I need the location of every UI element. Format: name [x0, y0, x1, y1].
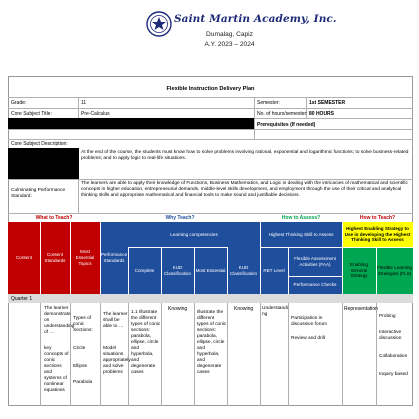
cell-topic-2: Ellipse	[73, 364, 88, 369]
core-title-value: Pre-Calculus	[81, 111, 110, 117]
col-rbt-level: RBT Level	[263, 267, 285, 273]
cell-topic-0: Types of conic Sections:	[73, 316, 93, 333]
col-most-essential-lc: Most Essential	[195, 267, 226, 273]
plan-title: Flexible Instruction Delivery Plan	[166, 86, 255, 92]
cell-performance-0: The learner shall be able to …	[103, 312, 128, 329]
cell-faa-1: Review and drill	[291, 336, 325, 341]
col-content-standards: Content Standards	[44, 252, 66, 263]
col-kud-1: KUD Classification	[163, 264, 192, 276]
col-kud-2: KUD Classification	[229, 264, 258, 276]
cell-kud-1: Knowing	[168, 306, 188, 312]
description-label: Core Subject Description:	[11, 141, 68, 147]
col-enabling-general: Enabling General Strategy	[350, 261, 368, 279]
school-place: Dumalag, Capiz	[206, 31, 253, 38]
cps-label: Culminating Performance Standard:	[11, 188, 66, 199]
col-content: Content	[15, 255, 33, 261]
cell-complete: 1.1 Illustrate the different types of conic sections: parabola, ellipse, circle and hyperbola, and degenerate cases	[131, 310, 161, 375]
col-performance-checks: Performance Checks	[293, 282, 337, 288]
redacted-block	[8, 118, 254, 129]
cell-topic-1: Circle	[73, 346, 86, 351]
school-name: Saint Martin Academy, Inc.	[174, 13, 337, 25]
col-complete: Complete	[134, 267, 155, 273]
cell-faa-0: Participation in discussion forum	[291, 316, 327, 327]
how-to-assess: How to Assess?	[281, 215, 321, 221]
hours-value: 80 HOURS	[309, 111, 335, 117]
grade-label: Grade:	[11, 100, 27, 106]
prerequisites-label: Prerequisites (If needed)	[257, 122, 316, 128]
col-learning-competencies: Learning competencies	[170, 231, 218, 237]
how-to-teach: How to Teach?	[359, 215, 396, 221]
cell-content-standard-a: The learner demonstrate on understanding of …	[44, 306, 75, 335]
cell-most-essential: Illustrate the different types of conic sections: parabola, ellipse, circle and hyperbola, and degenerate cases	[197, 310, 227, 375]
cell-fls-0: Probing	[379, 314, 396, 319]
why-teach: Why Teach?	[165, 215, 195, 221]
description-value: At the end of the course, the students must know how to solve problems involving rational, exponential and logarithmic functions; to solve business-related problems; and to apply logic to real-life situations.	[81, 150, 409, 161]
grade-value: 11	[81, 100, 87, 106]
hours-label: No. of hours/semester:	[257, 111, 308, 117]
cell-fls-1: Interactive discussion	[379, 330, 402, 341]
col-flexible-assessment: Flexible Assessment Activities (FAA)	[294, 255, 336, 267]
quarter-row	[8, 294, 413, 303]
academic-year: A.Y. 2023 – 2024	[204, 41, 255, 48]
col-highest-thinking: Highest Thinking Skill to Assess	[268, 231, 334, 237]
cell-performance-1: Model situations appropriately and solve problems	[103, 346, 131, 375]
redacted-block	[8, 148, 79, 179]
col-highest-enabling: Highest Enabling Strategy to Use in developing the Highest Thinking Skill to Assess	[344, 225, 411, 243]
semester-label: Semester:	[257, 100, 280, 106]
semester-value: 1st SEMESTER	[309, 100, 346, 106]
cell-fls-3: Inquiry based	[379, 372, 408, 377]
col-flexible-learning: Flexible Learning Strategies (FLS)	[377, 264, 412, 276]
what-to-teach: What to Teach?	[35, 215, 73, 221]
cell-content-standard-b: key concepts of conic sections and systems of nonlinear equations	[44, 346, 69, 393]
col-most-essential-topics: Most Essential Topics	[75, 249, 95, 266]
cell-topic-3: Parabola	[73, 380, 93, 385]
cps-value: The learners are able to apply their knowledge of Functions, Business Mathematics, and Logic in dealing with the intricacies of mathematical and scientific concepts in higher education, entrepreneurial demands, middle-level skills development, and employment through the use of their critical and analytical thinking skills and appropriate mathematical and financial tools to make sound and justifiable decisions.	[81, 181, 408, 198]
cell-kud-2: Knowing	[234, 306, 254, 312]
cell-rbt: Understanding	[262, 306, 288, 317]
cell-fls-2: Collaboration	[379, 354, 408, 359]
cell-enabling: Representation	[344, 306, 378, 312]
col-performance-standards: Performance Standards	[100, 252, 128, 263]
quarter-label: Quarter 1	[11, 296, 33, 302]
core-title-label: Core Subject Title:	[11, 111, 52, 117]
